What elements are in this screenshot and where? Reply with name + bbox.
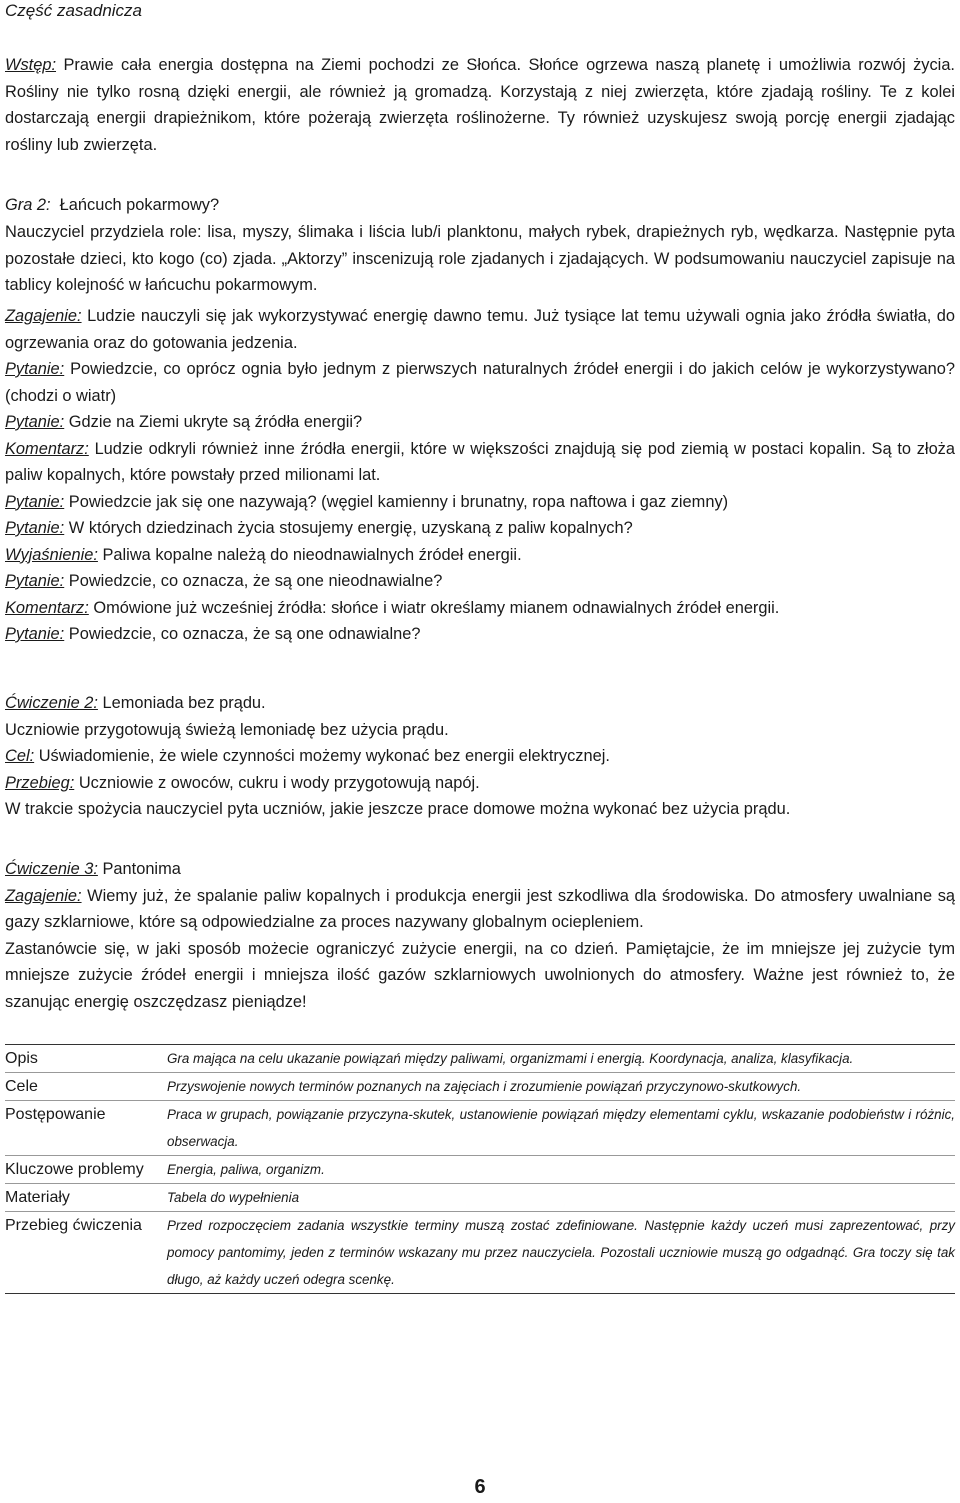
dialogue-text: Gdzie na Ziemi ukryte są źródła energii?	[68, 413, 363, 431]
exercise2-title: Lemoniada bez prądu.	[102, 694, 266, 712]
dialogue-text: Powiedzcie jak się one nazywają? (węgiel kamienny i brunatny, ropa naftowa i gaz ziemny)	[68, 492, 729, 511]
exercise3-label: Ćwiczenie 3:	[5, 860, 98, 878]
dialogue-item	[5, 489, 955, 516]
dialogue-label: Pytanie:	[5, 572, 65, 590]
exercise2-goal-label: Cel:	[5, 747, 35, 765]
table-row	[5, 1101, 955, 1156]
table-row-label: Materiały	[5, 1189, 70, 1206]
dialogue-text: Ludzie nauczyli się jak wykorzystywać energię dawno temu. Już tysiące lat temu używali ognia jako źródła światła, do ogrzewania oraz do gotowania jedzenia.	[5, 307, 955, 352]
dialogue-label: Komentarz:	[5, 439, 89, 458]
dialogue-label: Komentarz:	[5, 598, 89, 617]
intro-text: Prawie cała energia dostępna na Ziemi pochodzi ze Słońca. Słońce ogrzewa naszą planetę i umożliwia rozwój życia. Rośliny nie tylko rosną dzięki energii, ale również ją gromadzą. Korzystają z niej zwierzęta, które zjadają rośliny. Te z kolei dostarczają energii drapieżnikom, które pożerają zwierzęta roślinożerne. Ty również uzyskujesz swoją porcję energii zjadając rośliny lub zwierzęta.	[5, 56, 955, 154]
table-row-label: Opis	[5, 1050, 38, 1067]
page-number: 6	[474, 1476, 486, 1498]
dialogue-item	[5, 568, 955, 595]
summary-table	[5, 1044, 955, 1294]
exercise2-label: Ćwiczenie 2:	[5, 694, 98, 712]
dialogue-text: Omówione już wcześniej źródła: słońce i wiatr określamy mianem odnawialnych źródeł energii.	[93, 598, 780, 617]
exercise3-intro-label: Zagajenie:	[5, 886, 82, 905]
exercise3-title: Pantonima	[102, 860, 181, 878]
exercise2-line-last: W trakcie spożycia nauczyciel pyta uczniów, jakie jeszcze prace domowe można wykonać bez użycia prądu.	[5, 800, 791, 818]
exercise2-procedure-label: Przebieg:	[5, 773, 75, 792]
exercise3-text: Zastanówcie się, w jaki sposób możecie ograniczyć zużycie energii, na co dzień. Pamiętajcie, że im mniejsze jej zużycie tym mniejsze zużycie źródeł energii i mniejsza ilość gazów szklarniowych uwolnionych do atmosfery. Ważne jest również to, że szanując energię oszczędzasz pieniądze!	[5, 939, 955, 1011]
table-row	[5, 1212, 955, 1293]
game2-description: Nauczyciel przydziela role: lisa, myszy, ślimaka i liścia lub/i planktonu, małych rybek, drapieżnych ryb, wędkarza. Następnie pyta pozostałe dzieci, kto kogo (co) zjada. „Aktorzy” inscenizują role zjadanych i zjadających. W podsumowaniu nauczyciel zapisuje na tablicy kolejność w łańcuchu pokarmowym.	[5, 223, 955, 294]
game2-label: Gra 2:	[5, 196, 51, 214]
table-row	[5, 1045, 955, 1073]
exercise2-block	[5, 690, 955, 823]
dialogue-item	[5, 542, 955, 569]
table-row-value: Gra mająca na celu ukazanie powiązań między paliwami, organizmami i energią. Koordynacja, analiza, klasyfikacja.	[167, 1051, 854, 1066]
dialogue-label: Pytanie:	[5, 519, 65, 537]
table-row-label: Kluczowe problemy	[5, 1161, 144, 1178]
dialogue-label: Zagajenie:	[5, 307, 82, 325]
table-row-label: Cele	[5, 1078, 38, 1095]
table-row	[5, 1073, 955, 1101]
exercise2-heading	[5, 690, 955, 717]
dialogue-item	[5, 436, 955, 489]
dialogue-label: Pytanie:	[5, 413, 65, 431]
dialogue-text: Powiedzcie, co oznacza, że są one odnawialne?	[68, 625, 421, 643]
dialogue-label: Pytanie:	[5, 360, 65, 378]
exercise3-intro	[5, 883, 955, 936]
dialogue-label: Wyjaśnienie:	[5, 545, 98, 564]
table-row-value: Praca w grupach, powiązanie przyczyna-skutek, ustanowienie powiązań między elementami cyklu, wskazanie podobieństw i różnic, obserwacja.	[167, 1107, 955, 1149]
exercise2-line1: Uczniowie przygotowują świeżą lemoniadę bez użycia prądu.	[5, 720, 449, 739]
intro-label: Wstęp:	[5, 56, 57, 74]
game2-heading	[5, 192, 955, 219]
exercise3-heading	[5, 856, 955, 883]
exercise2-procedure	[5, 770, 955, 797]
dialogue-label: Pytanie:	[5, 492, 65, 511]
table-row	[5, 1184, 955, 1212]
dialogue-label: Pytanie:	[5, 625, 65, 643]
exercise2-goal	[5, 743, 955, 770]
intro-paragraph	[5, 52, 955, 158]
dialogue-text: Paliwa kopalne należą do nieodnawialnych źródeł energii.	[102, 545, 522, 564]
exercise2-goal-text: Uświadomienie, że wiele czynności możemy wykonać bez energii elektrycznej.	[38, 747, 610, 765]
table-row-value: Przyswojenie nowych terminów poznanych na zajęciach i zrozumienie powiązań przyczynowo-skutkowych.	[167, 1079, 802, 1094]
exercise2-procedure-text: Uczniowie z owoców, cukru i wody przygotowują napój.	[78, 773, 480, 792]
dialogue-text: Powiedzcie, co oznacza, że są one nieodnawialne?	[68, 572, 443, 590]
dialogue-text: Powiedzcie, co oprócz ognia było jednym z pierwszych naturalnych źródeł energii i do jakich celów je wykorzystywano? (chodzi o wiatr)	[5, 360, 955, 405]
table-row-value: Tabela do wypełnienia	[167, 1190, 300, 1205]
table-row	[5, 1156, 955, 1184]
game2-title: Łańcuch pokarmowy?	[59, 196, 220, 214]
dialogue-item	[5, 303, 955, 356]
dialogue-item	[5, 515, 955, 542]
dialogue-text: W których dziedzinach życia stosujemy energię, uzyskaną z paliw kopalnych?	[68, 519, 633, 537]
dialogue-item	[5, 621, 955, 648]
game2-dialogue	[5, 303, 955, 648]
exercise3-intro-text: Wiemy już, że spalanie paliw kopalnych i produkcja energii jest szkodliwa dla środowiska. Do atmosfery uwalniane są gazy szklarniowe, które są odpowiedzialne za proces nazywany globalnym ociepleniem.	[5, 886, 956, 931]
table-row-label: Przebieg ćwiczenia	[5, 1217, 142, 1234]
dialogue-item	[5, 356, 955, 409]
section-title: Część zasadnicza	[5, 1, 143, 20]
exercise3-block	[5, 856, 955, 1015]
table-row-label: Postępowanie	[5, 1106, 106, 1123]
dialogue-item	[5, 595, 955, 622]
table-row-value: Energia, paliwa, organizm.	[167, 1162, 325, 1177]
table-row-value: Przed rozpoczęciem zadania wszystkie terminy muszą zostać zdefiniowane. Następnie każdy uczeń musi zaprezentować, przy pomocy pantomimy, jeden z terminów wskazany mu przez nauczyciela. Pozostali uczniowie muszą go odgadnąć. Gra toczy się tak długo, aż każdy uczeń odegra scenkę.	[167, 1218, 955, 1287]
dialogue-item	[5, 409, 955, 436]
dialogue-text: Ludzie odkryli również inne źródła energii, które w większości znajdują się pod ziemią w postaci kopalin. Są to złoża paliw kopalnych, które powstały przed milionami lat.	[5, 439, 955, 484]
